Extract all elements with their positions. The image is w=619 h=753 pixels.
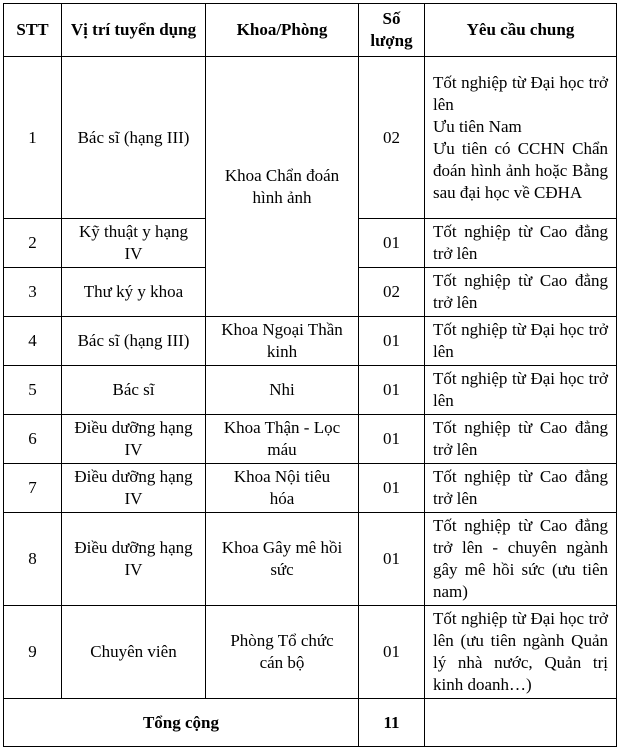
requirement-cell: Tốt nghiệp từ Cao đẳng trở lên [425, 268, 617, 317]
position-cell: Điều dưỡng hạng IV [62, 513, 206, 606]
department-cell: Khoa Thận - Lọc máu [206, 415, 359, 464]
table-row [4, 606, 617, 699]
stt-cell: 1 [4, 57, 62, 219]
requirement-cell: Tốt nghiệp từ Đại học trở lên [425, 317, 617, 366]
table-row [4, 513, 617, 606]
quantity-cell: 01 [359, 513, 425, 606]
department-cell: Khoa Gây mê hồi sức [206, 513, 359, 606]
header-department: Khoa/Phòng [206, 4, 359, 57]
total-value: 11 [359, 699, 425, 747]
recruitment-table [3, 3, 617, 747]
position-cell: Kỹ thuật y hạng IV [62, 219, 206, 268]
position-cell: Thư ký y khoa [62, 268, 206, 317]
requirement-line: Ưu tiên Nam [433, 116, 522, 136]
position-cell: Chuyên viên [62, 606, 206, 699]
requirement-cell: Tốt nghiệp từ Cao đẳng trở lên [425, 464, 617, 513]
requirement-cell: Tốt nghiệp từ Cao đẳng trở lên - chuyên ngành gây mê hồi sức (ưu tiên nam) [425, 513, 617, 606]
department-cell: Khoa Ngoại Thần kinh [206, 317, 359, 366]
table-row [4, 366, 617, 415]
header-row [4, 4, 617, 57]
quantity-cell: 01 [359, 219, 425, 268]
stt-cell: 3 [4, 268, 62, 317]
stt-cell: 7 [4, 464, 62, 513]
stt-cell: 4 [4, 317, 62, 366]
requirement-cell: Tốt nghiệp từ Cao đẳng trở lên [425, 415, 617, 464]
position-cell: Bác sĩ (hạng III) [62, 57, 206, 219]
quantity-cell: 02 [359, 268, 425, 317]
stt-cell: 5 [4, 366, 62, 415]
table-row [4, 317, 617, 366]
requirement-cell [425, 57, 617, 219]
stt-cell: 8 [4, 513, 62, 606]
requirement-line: Tốt nghiệp từ Đại học trở lên [433, 72, 608, 114]
requirement-cell: Tốt nghiệp từ Cao đẳng trở lên [425, 219, 617, 268]
table-row [4, 57, 617, 219]
total-empty-cell [425, 699, 617, 747]
table-row [4, 464, 617, 513]
quantity-cell: 01 [359, 464, 425, 513]
quantity-cell: 01 [359, 366, 425, 415]
department-cell: Khoa Nội tiêu hóa [206, 464, 359, 513]
total-label: Tổng cộng [4, 699, 359, 747]
total-row [4, 699, 617, 747]
header-requirement: Yêu cầu chung [425, 4, 617, 57]
position-cell: Bác sĩ (hạng III) [62, 317, 206, 366]
header-quantity: Số lượng [359, 4, 425, 57]
quantity-cell: 01 [359, 606, 425, 699]
stt-cell: 6 [4, 415, 62, 464]
quantity-cell: 01 [359, 317, 425, 366]
requirement-cell: Tốt nghiệp từ Đại học trở lên [425, 366, 617, 415]
requirement-cell: Tốt nghiệp từ Đại học trở lên (ưu tiên ngành Quản lý nhà nước, Quản trị kinh doanh…) [425, 606, 617, 699]
quantity-cell: 01 [359, 415, 425, 464]
quantity-cell: 02 [359, 57, 425, 219]
header-stt: STT [4, 4, 62, 57]
department-cell: Nhi [206, 366, 359, 415]
position-cell: Điều dưỡng hạng IV [62, 415, 206, 464]
department-cell-merged: Khoa Chẩn đoán hình ảnh [206, 57, 359, 317]
header-position: Vị trí tuyển dụng [62, 4, 206, 57]
requirement-line: Ưu tiên có CCHN Chẩn đoán hình ảnh hoặc Bằng sau đại học về CĐHA [433, 138, 608, 202]
position-cell: Điều dưỡng hạng IV [62, 464, 206, 513]
stt-cell: 9 [4, 606, 62, 699]
department-cell: Phòng Tổ chức cán bộ [206, 606, 359, 699]
stt-cell: 2 [4, 219, 62, 268]
table-row [4, 415, 617, 464]
position-cell: Bác sĩ [62, 366, 206, 415]
